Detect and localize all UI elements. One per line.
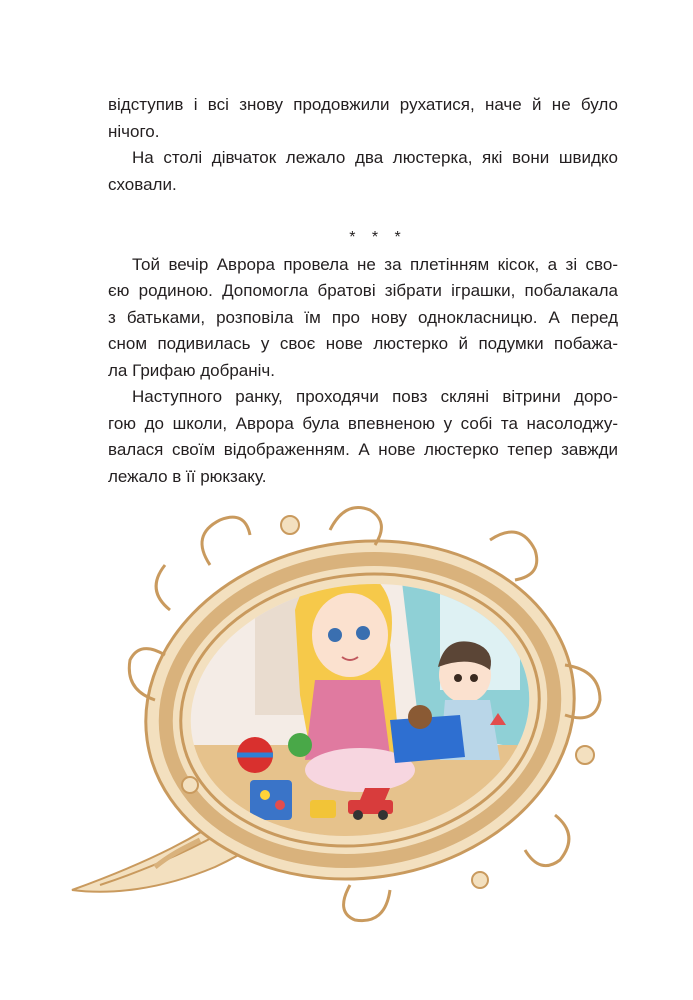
page-text — [108, 92, 618, 490]
text-line: лежало в її рюкзаку. — [108, 466, 267, 486]
text-section-after-break — [108, 252, 618, 491]
paragraph — [108, 145, 618, 198]
text-line: нічого. — [108, 121, 160, 141]
section-gap — [108, 198, 618, 225]
text-line: сховали. — [108, 174, 177, 194]
text-line: Наступного ранку, проходячи повз скляні вітрини доро- — [132, 387, 618, 406]
text-line: сном подивилась у своє нове люстерко й подумки побажа- — [108, 334, 618, 353]
paragraph — [108, 384, 618, 490]
paragraph — [108, 92, 618, 145]
section-separator: * * * — [349, 229, 407, 246]
text-line: єю родиною. Допомогла братові зібрати іграшки, побалакала — [108, 281, 618, 300]
text-line: ла Грифаю добраніч. — [108, 360, 275, 380]
text-line: з батьками, розповіла їм про нову однокласницю. А перед — [108, 307, 618, 327]
paragraph — [108, 252, 618, 385]
text-line: гою до школи, Аврора була впевненою у собі та насолоджу- — [108, 413, 618, 433]
text-line: валася своїм відображенням. А нове люстерко тепер завжди — [108, 440, 618, 459]
text-line: відступив і всі знову продовжили рухатися, наче й не було — [108, 95, 618, 114]
text-section-before-break — [108, 92, 618, 198]
text-line: На столі дівчаток лежало два люстерка, які вони швидко — [132, 148, 618, 167]
text-line: Той вечір Аврора провела не за плетінням кісок, а зі сво- — [132, 254, 618, 274]
mirror-illustration — [60, 495, 640, 955]
